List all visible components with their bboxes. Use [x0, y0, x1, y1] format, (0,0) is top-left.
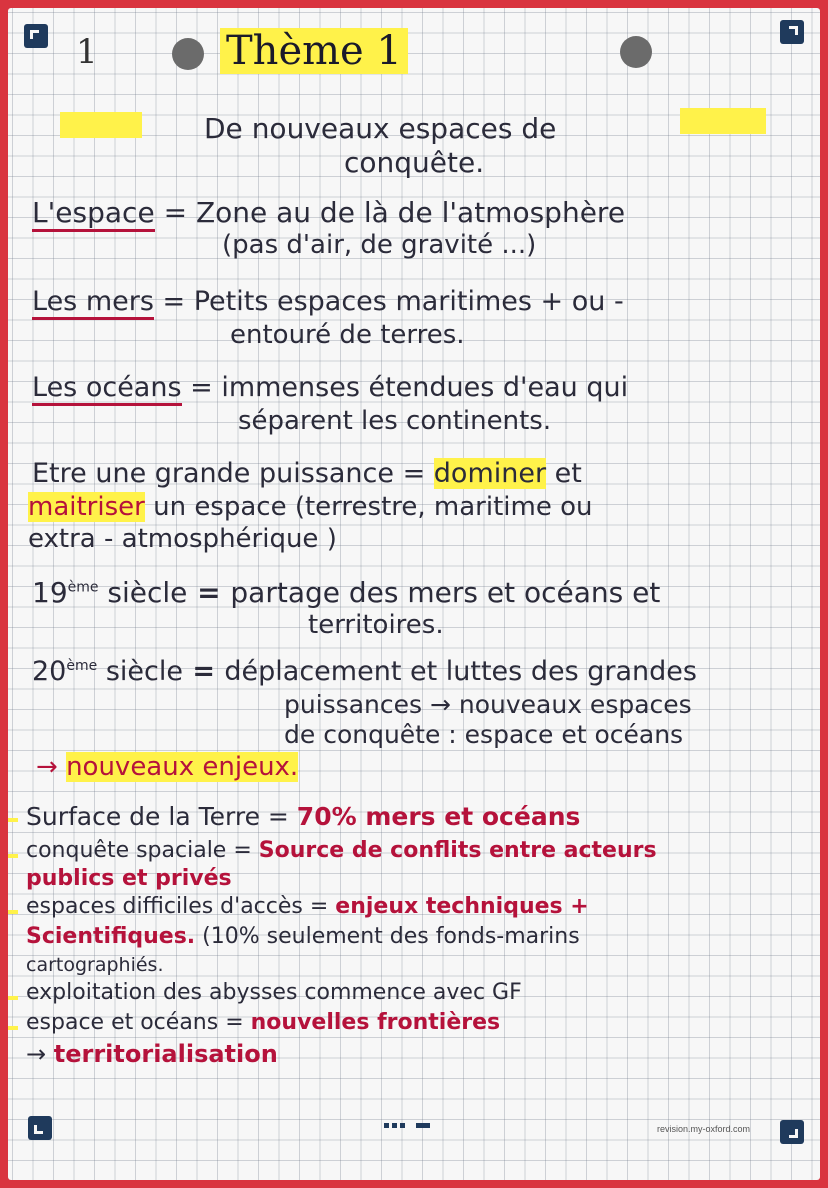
list-item: conquête spaciale = Source de conflits entre acteurs: [26, 838, 657, 863]
highlight-stakes: nouveaux enjeux.: [66, 752, 299, 782]
bullet-mark: [8, 818, 18, 822]
bullet-mark: [8, 996, 18, 1000]
corner-mark-icon: [780, 1120, 804, 1144]
definition-text: immenses étendues d'eau qui: [221, 372, 629, 403]
arrow-icon: →: [36, 752, 58, 782]
corner-mark-icon: [28, 1116, 52, 1140]
flashcard: 1 Thème 1 De nouveaux espaces de conquête. L'espace = Zone au de là de l'atmosphère (pas d'air, de gravité ...) Les mers = Petits espaces maritimes + ou - entouré de terres. Les océans = immenses étendues d'eau qui séparent les continents. Etre une grande puissance = dominer et maitriser un espace (terrestre, maritime ou extra - atmosphérique ) 19ème siècle = partage des mers et océans et territoires. 20ème siècle = déplacement et luttes des grandes puissances → nouveaux espaces de conquête : espace et océans → nouveaux enjeux. Surface de la Terre = 70% mers et océans conquête spaciale = Source de conflits entre acteurs publics et privés espaces difficiles d'accès = enjeux techniques + Scientifiques. (10% seulement des fonds-marins cartographiés. exploitation des abysses commence avec GF espace et océans = nouvelles frontières → territorialisation revision.my-oxford.com: [8, 8, 820, 1180]
footer-url: revision.my-oxford.com: [656, 1124, 750, 1134]
definition-text: séparent les continents.: [238, 406, 552, 436]
corner-mark-icon: [24, 24, 48, 48]
bullet-mark: [8, 1026, 18, 1030]
subtitle-line1: De nouveaux espaces de: [204, 112, 557, 145]
highlight-mark: [60, 112, 142, 138]
corner-mark-icon: [780, 20, 804, 44]
subtitle-line2: conquête.: [344, 146, 485, 179]
term-espace: L'espace: [32, 196, 155, 232]
highlight-dominer: dominer: [433, 458, 547, 489]
list-item: espaces difficiles d'accès = enjeux techniques +: [26, 894, 589, 919]
binder-hole-icon: [620, 36, 652, 68]
page-title: Thème 1: [220, 28, 408, 74]
definition-text: Petits espaces maritimes + ou -: [193, 286, 624, 317]
highlight-maitriser: maitriser: [28, 492, 145, 522]
bullet-mark: [8, 910, 18, 914]
bullet-mark: [8, 854, 18, 858]
arrow-icon: →: [26, 1040, 47, 1068]
highlight-mark: [680, 108, 766, 134]
list-item: exploitation des abysses commence avec GF: [26, 980, 522, 1005]
definition-text: Zone au de là de l'atmosphère: [195, 196, 626, 229]
definition-text: entouré de terres.: [230, 320, 465, 350]
new-stakes-heading: [36, 752, 298, 782]
term-mers: Les mers: [32, 286, 154, 320]
list-item: espace et océans = nouvelles frontières: [26, 1010, 501, 1035]
card-number: 1: [76, 32, 98, 72]
brand-dots-icon: [384, 1113, 433, 1132]
term-oceans: Les océans: [32, 372, 182, 406]
list-item: → territorialisation: [26, 1040, 278, 1068]
list-item: Surface de la Terre = 70% mers et océans: [26, 802, 581, 831]
definition-text: (pas d'air, de gravité ...): [222, 230, 537, 260]
binder-hole-icon: [172, 38, 204, 70]
